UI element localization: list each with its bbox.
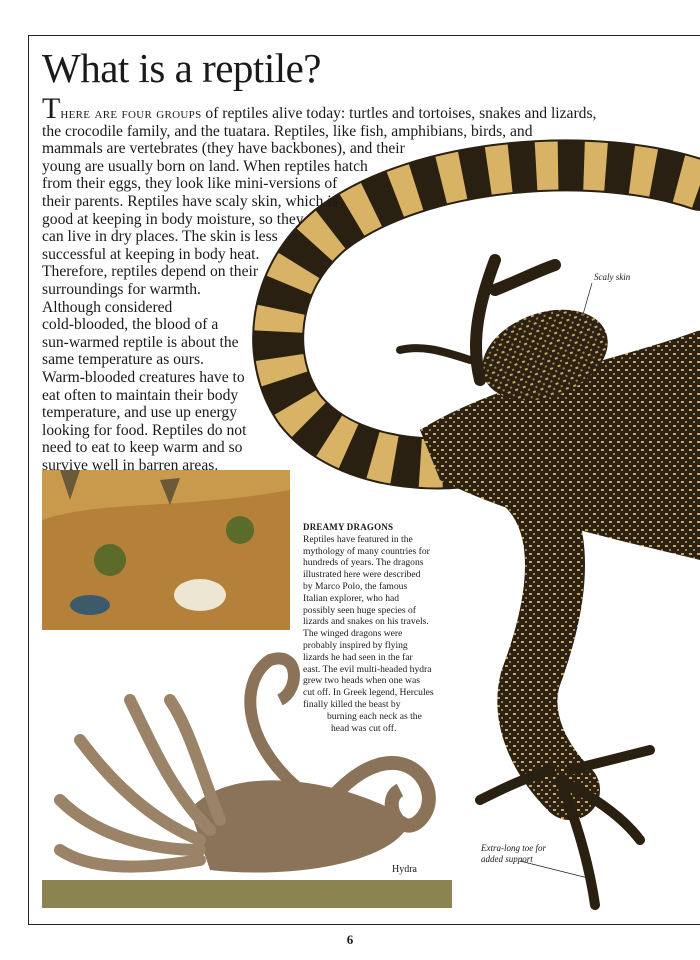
hydra-label: Hydra [392,864,417,875]
caption-line: Reptiles have featured in the [303,533,413,545]
intro-line: sun-warmed reptile is about the [42,333,239,351]
caption-line: east. The evil multi-headed hydra [303,663,432,675]
intro-line: eat often to maintain their body [42,386,239,404]
caption-line: head was cut off. [331,722,397,734]
intro-line: same temperature as ours. [42,351,204,369]
intro-line: successful at keeping in body heat. [42,245,260,263]
caption-line: finally killed the beast by [303,698,401,710]
intro-line: temperature, and use up energy [42,404,237,422]
caption-line: lizards he had seen in the far [303,651,413,663]
caption-line: burning each neck as the [327,710,422,722]
caption-line: by Marco Polo, the famous [303,580,408,592]
intro-line: the crocodile family, and the tuatara. Reptiles, like fish, amphibians, birds, and [42,122,533,140]
intro-line: from their eggs, they look like mini-versions of [42,175,338,193]
intro-text [42,92,597,474]
page-number: 6 [346,932,354,947]
dragons-painting [42,470,290,630]
intro-line: need to eat to keep warm and so [42,439,243,457]
caption-line: grew two heads when one was [303,675,420,687]
page-title: What is a reptile? [42,45,322,91]
caption-line: possibly seen huge species of [303,604,416,616]
intro-first-line: There are four groups of reptiles alive today: turtles and tortoises, snakes and lizards, [42,92,597,125]
intro-line: looking for food. Reptiles do not [42,421,247,439]
intro-line: good at keeping in body moisture, so they [42,210,304,228]
caption-line: mythology of many countries for [303,545,430,557]
caption-line: hundreds of years. The dragons [303,557,424,569]
intro-line: can live in dry places. The skin is less [42,228,278,246]
intro-line: young are usually born on land. When reptiles hatch [42,157,368,175]
caption-line: illustrated here were described [303,569,421,581]
drop-cap: T [42,92,61,125]
intro-line: survive well in barren areas. [42,456,219,474]
caption-line: cut off. In Greek legend, Hercules [303,687,434,699]
intro-line: surroundings for warmth. [42,280,201,298]
intro-line: Although considered [42,298,173,316]
intro-line: Therefore, reptiles depend on their [42,263,259,281]
caption-line: The winged dragons were [303,628,403,640]
caption-heading: DREAMY DRAGONS [303,522,394,532]
intro-line: their parents. Reptiles have scaly skin, which is [42,192,338,210]
dreamy-dragons-caption [303,522,473,734]
toe-label: Extra-long toe for added support [481,843,546,864]
intro-line: Warm-blooded creatures have to [42,368,245,386]
intro-line: cold-blooded, the blood of a [42,316,219,334]
caption-line: Italian explorer, who had [303,592,400,604]
caption-line: probably inspired by flying [303,639,408,651]
scaly-skin-label: Scaly skin [594,272,631,282]
caption-line: lizards and snakes on his travels. [303,616,429,628]
intro-line: mammals are vertebrates (they have backbones), and their [42,140,405,158]
